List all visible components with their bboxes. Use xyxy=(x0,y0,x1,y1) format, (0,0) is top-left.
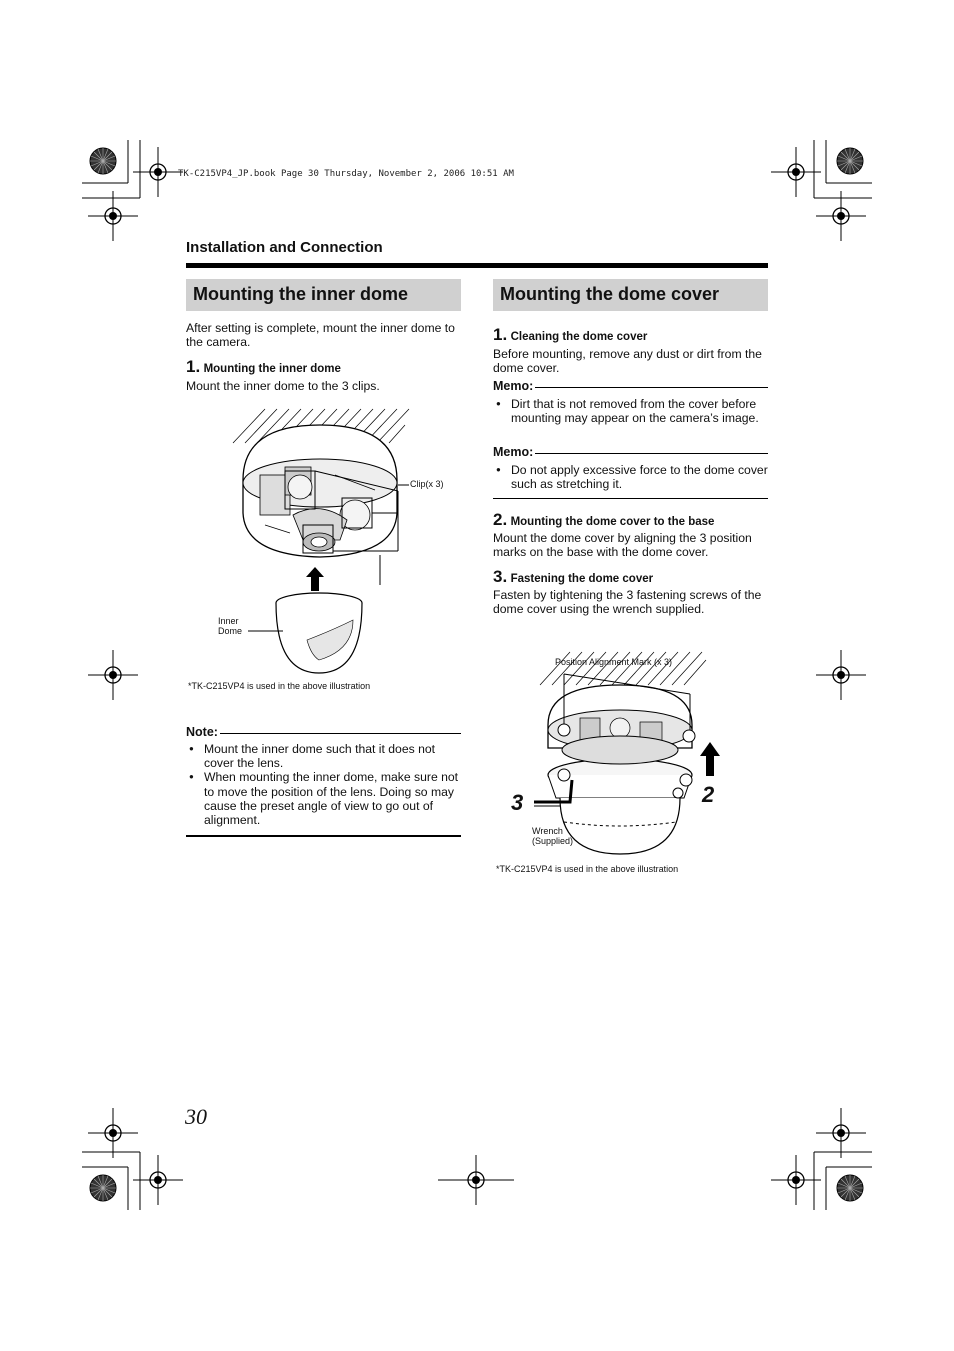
memo-item: ● Dirt that is not removed from the cover before mounting may appear on the camera’s image. xyxy=(493,397,768,425)
right-step-1-text: Before mounting, remove any dust or dirt from the dome cover. xyxy=(493,347,762,375)
note-item: ● When mounting the inner dome, make sure not to move the position of the lens. Doing so may cause the preset angle of view to go out of alignment. xyxy=(186,770,461,827)
left-figure-caption: *TK-C215VP4 is used in the above illustration xyxy=(188,681,371,691)
registration-starburst-icon xyxy=(837,148,863,174)
registration-starburst-icon xyxy=(90,148,116,174)
memo-item: ● Do not apply excessive force to the dome cover such as stretching it. xyxy=(493,463,768,491)
left-step-1 xyxy=(186,357,461,377)
note-heading xyxy=(186,725,461,739)
inner-dome-illustration xyxy=(215,405,455,680)
step-number: 2. xyxy=(493,510,508,529)
step-title: Fastening the dome cover xyxy=(510,573,654,585)
memo-heading-text: Memo: xyxy=(493,445,534,459)
right-step-1 xyxy=(493,325,768,345)
step-title: Cleaning the dome cover xyxy=(510,331,648,343)
note-item: ● Mount the inner dome such that it does not cover the lens. xyxy=(186,742,461,770)
header-rule xyxy=(186,263,768,268)
alignment-mark-label: Position Alignment Mark (x 3) xyxy=(555,657,673,667)
left-intro: After setting is complete, mount the inner dome to the camera. xyxy=(186,321,455,349)
print-slug: TK-C215VP4_JP.book Page 30 Thursday, November 2, 2006 10:51 AM xyxy=(178,169,514,179)
crosshair-icon xyxy=(88,650,138,700)
section-header: Installation and Connection xyxy=(186,239,383,256)
step-title: Mounting the dome cover to the base xyxy=(510,516,715,528)
memo-heading xyxy=(493,379,768,393)
memo-bottom-rule xyxy=(493,498,768,499)
registration-starburst-icon xyxy=(837,1175,863,1201)
memo-list xyxy=(493,397,768,425)
left-section-title: Mounting the inner dome xyxy=(186,279,461,311)
step-title: Mounting the inner dome xyxy=(203,363,341,375)
note-heading-text: Note: xyxy=(186,725,218,739)
step-number: 1. xyxy=(186,357,201,376)
note-list xyxy=(186,742,461,827)
registration-starburst-icon xyxy=(90,1175,116,1201)
crosshair-icon xyxy=(816,1108,866,1158)
right-step-3 xyxy=(493,567,768,587)
crosshair-icon xyxy=(816,650,866,700)
wrench-label-line2: (Supplied) xyxy=(532,836,574,846)
step-number: 3. xyxy=(493,567,508,586)
right-step-2 xyxy=(493,510,768,530)
inner-dome-label-line2: Dome xyxy=(218,626,243,636)
right-step-3-text: Fasten by tightening the 3 fastening screws of the dome cover using the wrench supplied. xyxy=(493,588,762,616)
wrench-label-line1: Wrench xyxy=(532,826,563,836)
memo-heading-text: Memo: xyxy=(493,379,534,393)
step-number: 1. xyxy=(493,325,508,344)
memo-heading xyxy=(493,445,768,459)
memo-list xyxy=(493,463,768,491)
callout-step-3: 3 xyxy=(511,790,524,815)
inner-dome-label-line1: Inner xyxy=(218,616,239,626)
page-number: 30 xyxy=(185,1104,207,1129)
right-figure-caption: *TK-C215VP4 is used in the above illustration xyxy=(496,864,679,874)
callout-step-2: 2 xyxy=(702,782,715,807)
clip-label: Clip(x 3) xyxy=(410,479,444,489)
note-bottom-rule xyxy=(186,835,461,837)
right-step-2-text: Mount the dome cover by aligning the 3 position marks on the base with the dome cover. xyxy=(493,531,752,559)
left-step-1-text: Mount the inner dome to the 3 clips. xyxy=(186,379,380,393)
crosshair-icon xyxy=(88,1108,138,1158)
right-section-title: Mounting the dome cover xyxy=(493,279,768,311)
